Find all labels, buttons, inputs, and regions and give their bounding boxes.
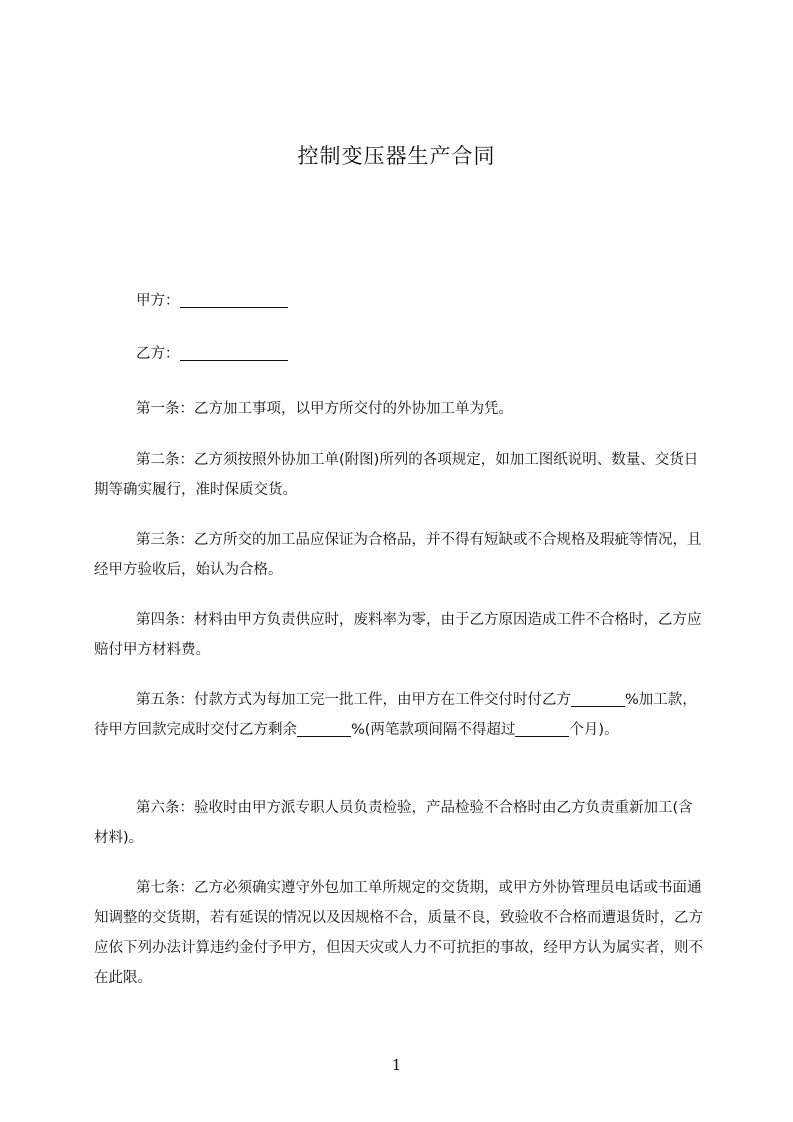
article-5-text-3: %(两笔款项间隔不得超过 <box>351 722 516 738</box>
article-7: 第七条：乙方必须确实遵守外包加工单所规定的交货期，或甲方外协管理员电话或书面通知调整的交货期，若有延误的情况以及因规格不合，质量不良，致验收不合格而遭退货时，乙方应依下列办法计算违约金付予甲方，但因天灾或人力不可抗拒的事故，经甲方认为属实者，则不在此限。 <box>94 880 703 986</box>
party-b-line <box>136 339 288 369</box>
article-6: 第六条：验收时由甲方派专职人员负责检验，产品检验不合格时由乙方负责重新加工(含材料)。 <box>94 800 693 846</box>
article-5-text-1: 第五条：付款方式为每加工完一批工件，由甲方在工件交付时付乙方 <box>136 692 571 708</box>
party-b-label: 乙方： <box>136 346 180 362</box>
document-title: 控制变压器生产合同 <box>297 144 496 168</box>
article-1: 第一条：乙方加工事项，以甲方所交付的外协加工单为凭。 <box>136 401 513 417</box>
article-5-text-2: %加工款，待甲方回款完成时交付乙方剩余 <box>94 692 697 738</box>
article-2: 第二条：乙方须按照外协加工单(附图)所列的各项规定，如加工图纸说明、数量、交货日期等确实履行，准时保质交货。 <box>94 452 699 498</box>
party-a-blank <box>180 291 288 308</box>
party-b-blank <box>180 344 288 361</box>
party-a-label: 甲方： <box>136 293 180 309</box>
article-5-blank-2 <box>297 720 351 737</box>
article-5-blank-3 <box>515 720 569 737</box>
article-5 <box>94 685 706 745</box>
article-5-blank-1 <box>571 690 625 707</box>
article-4: 第四条：材料由甲方负责供应时，废料率为零，由于乙方原因造成工件不合格时，乙方应赔付甲方材料费。 <box>94 612 702 658</box>
article-3: 第三条：乙方所交的加工品应保证为合格品，并不得有短缺或不合规格及瑕疵等情况，且经甲方验收后，始认为合格。 <box>94 532 702 578</box>
article-5-text-4: 个月)。 <box>569 722 619 738</box>
page-number: 1 <box>391 1056 402 1074</box>
party-a-line <box>136 286 288 316</box>
